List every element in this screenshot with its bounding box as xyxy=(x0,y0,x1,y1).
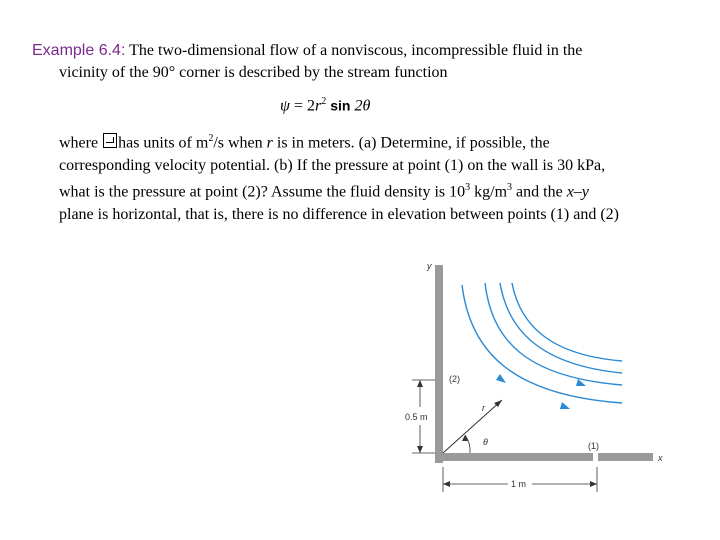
body-text-xy: x–y xyxy=(566,183,589,201)
density-sup-2: 3 xyxy=(507,182,513,194)
dim-v-arrow-top xyxy=(417,380,423,387)
radius-line xyxy=(443,400,502,453)
body-text-kgm: kg/m xyxy=(470,183,508,201)
body-text-units: has units of m xyxy=(118,134,209,152)
body-text-and: and the xyxy=(512,183,567,201)
units-sup: 2 xyxy=(208,133,214,144)
r-label: r xyxy=(482,403,485,413)
equation-r: r xyxy=(314,97,322,115)
vertical-wall xyxy=(435,265,443,463)
body-text-pressure: what is the pressure at point (2)? Assume the fluid density is 10 xyxy=(59,183,466,201)
body-line-3 xyxy=(59,177,709,204)
dim-h-arrow-right xyxy=(590,481,597,487)
horizontal-wall-right xyxy=(598,453,653,461)
equation-sin: sin xyxy=(330,97,351,114)
intro-line-1: The two-dimensional flow of a nonviscous, incompressible fluid in the xyxy=(129,42,583,59)
streamline-4 xyxy=(512,283,622,361)
intro-line-2: vicinity of the 90° corner is described by the stream function xyxy=(59,64,448,81)
body-text-determine: is in meters. (a) Determine, if possible, the xyxy=(272,134,550,152)
dim-h-arrow-left xyxy=(443,481,450,487)
stream-function-equation xyxy=(280,96,370,115)
problem-body xyxy=(59,128,709,227)
problem-statement xyxy=(32,40,702,84)
x-axis-label: x xyxy=(658,453,663,463)
point-2-label: (2) xyxy=(449,374,460,384)
equation-exponent: 2 xyxy=(321,96,327,107)
body-text-when: /s when xyxy=(213,134,267,152)
y-axis-label: y xyxy=(427,261,432,271)
arrow-1 xyxy=(496,374,506,383)
dim-horizontal-label: 1 m xyxy=(511,479,527,489)
point-1-label: (1) xyxy=(588,441,599,451)
arrow-2 xyxy=(560,402,570,409)
equation-psi: ψ xyxy=(280,97,290,115)
corner-flow-figure xyxy=(390,255,680,500)
density-sup-1: 3 xyxy=(465,182,471,194)
body-text-where: where xyxy=(59,134,103,152)
body-line-1 xyxy=(59,128,709,155)
streamlines xyxy=(462,283,622,403)
equation-arg: 2θ xyxy=(354,97,371,115)
streamline-arrows xyxy=(496,374,586,409)
equation-equals: = 2 xyxy=(293,97,315,115)
streamline-1 xyxy=(462,285,622,403)
body-text-r: r xyxy=(266,134,273,152)
body-line-4: plane is horizontal, that is, there is no difference in elevation between points (1) and (2) xyxy=(59,206,619,224)
example-label: Example 6.4: xyxy=(32,42,126,59)
body-line-2: corresponding velocity potential. (b) If the pressure at point (1) on the wall is 30 kPa, xyxy=(59,156,606,174)
dim-vertical-label: 0.5 m xyxy=(405,412,428,422)
horizontal-wall-left xyxy=(435,453,593,461)
theta-label: θ xyxy=(483,437,488,447)
problem-intro xyxy=(32,40,702,84)
psi-symbol-icon xyxy=(103,133,117,148)
dim-v-arrow-bottom xyxy=(417,446,423,453)
